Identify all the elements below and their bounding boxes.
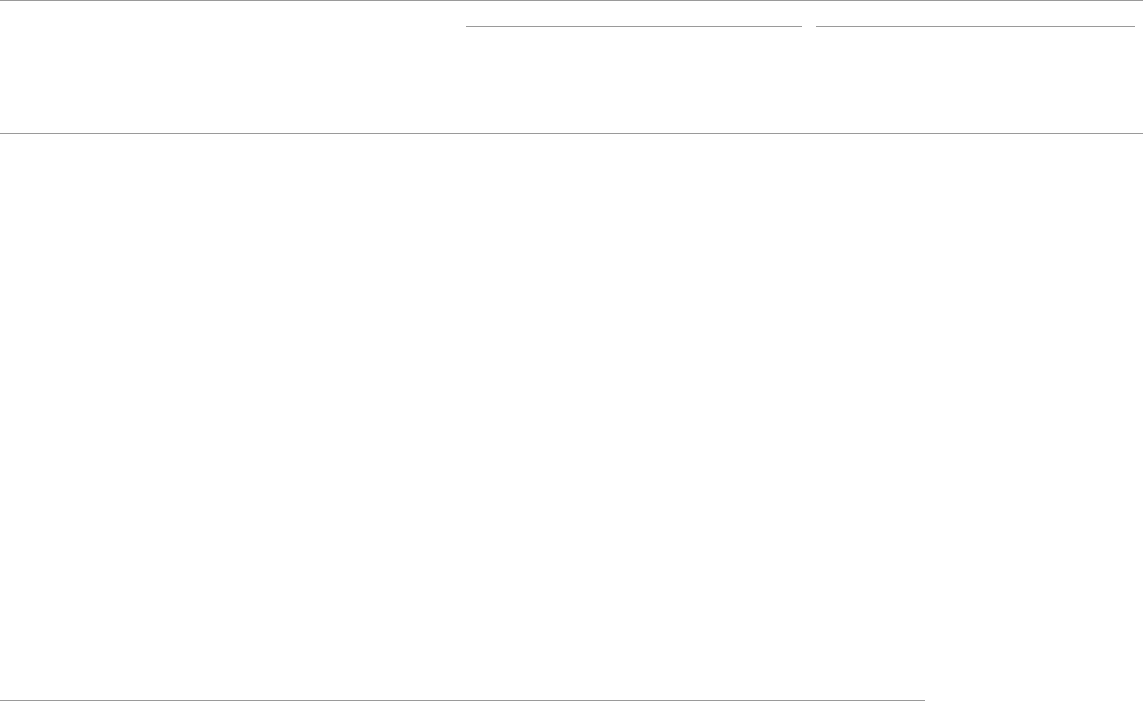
header-vs-arg-nic (655, 39, 810, 89)
table-body (0, 134, 1143, 701)
table-row (0, 223, 1143, 249)
table-row (0, 506, 1143, 532)
genotype-row (0, 559, 1143, 595)
genotype-label (210, 417, 340, 453)
header-group-arginine-nicotine (460, 1, 810, 40)
table-row (0, 647, 1143, 673)
table-row (0, 170, 1143, 196)
table-row (0, 595, 1143, 621)
genotype-label (210, 559, 340, 595)
header-nicotine (120, 1, 210, 90)
table-row (0, 249, 1143, 275)
header-pvalue (550, 89, 655, 134)
header-pvalue (460, 89, 550, 134)
genotype-row (0, 276, 1143, 312)
header-pvalue (925, 89, 1035, 134)
header-vs-pm (925, 39, 1035, 89)
table-row (0, 364, 1143, 390)
header-pvalue (655, 89, 810, 134)
header-pvalue (810, 89, 925, 134)
table-row (0, 532, 1143, 558)
header-vs-pp (810, 39, 925, 89)
table-row (0, 312, 1143, 338)
header-od (340, 1, 460, 90)
header-vs-nicotine (550, 39, 655, 89)
header-group-cbm-cnm (810, 1, 1143, 40)
table-row (0, 674, 1143, 701)
table-row (0, 621, 1143, 647)
table-row (0, 453, 1143, 479)
table-header (0, 1, 1143, 134)
table-row (0, 391, 1143, 417)
header-mean (340, 89, 400, 134)
genotype-label (210, 134, 340, 171)
genotype-label (210, 276, 340, 312)
genotype-row (0, 134, 1143, 171)
header-pvalue (1035, 89, 1143, 134)
genotype-row (0, 417, 1143, 453)
header-genotype (210, 1, 340, 90)
header-vs-arginine (460, 39, 550, 89)
table-row (0, 196, 1143, 222)
table-row (0, 338, 1143, 364)
table-row (0, 480, 1143, 506)
header-sd (400, 89, 460, 134)
header-arginine (0, 1, 120, 90)
header-vs-mp (1035, 39, 1143, 89)
